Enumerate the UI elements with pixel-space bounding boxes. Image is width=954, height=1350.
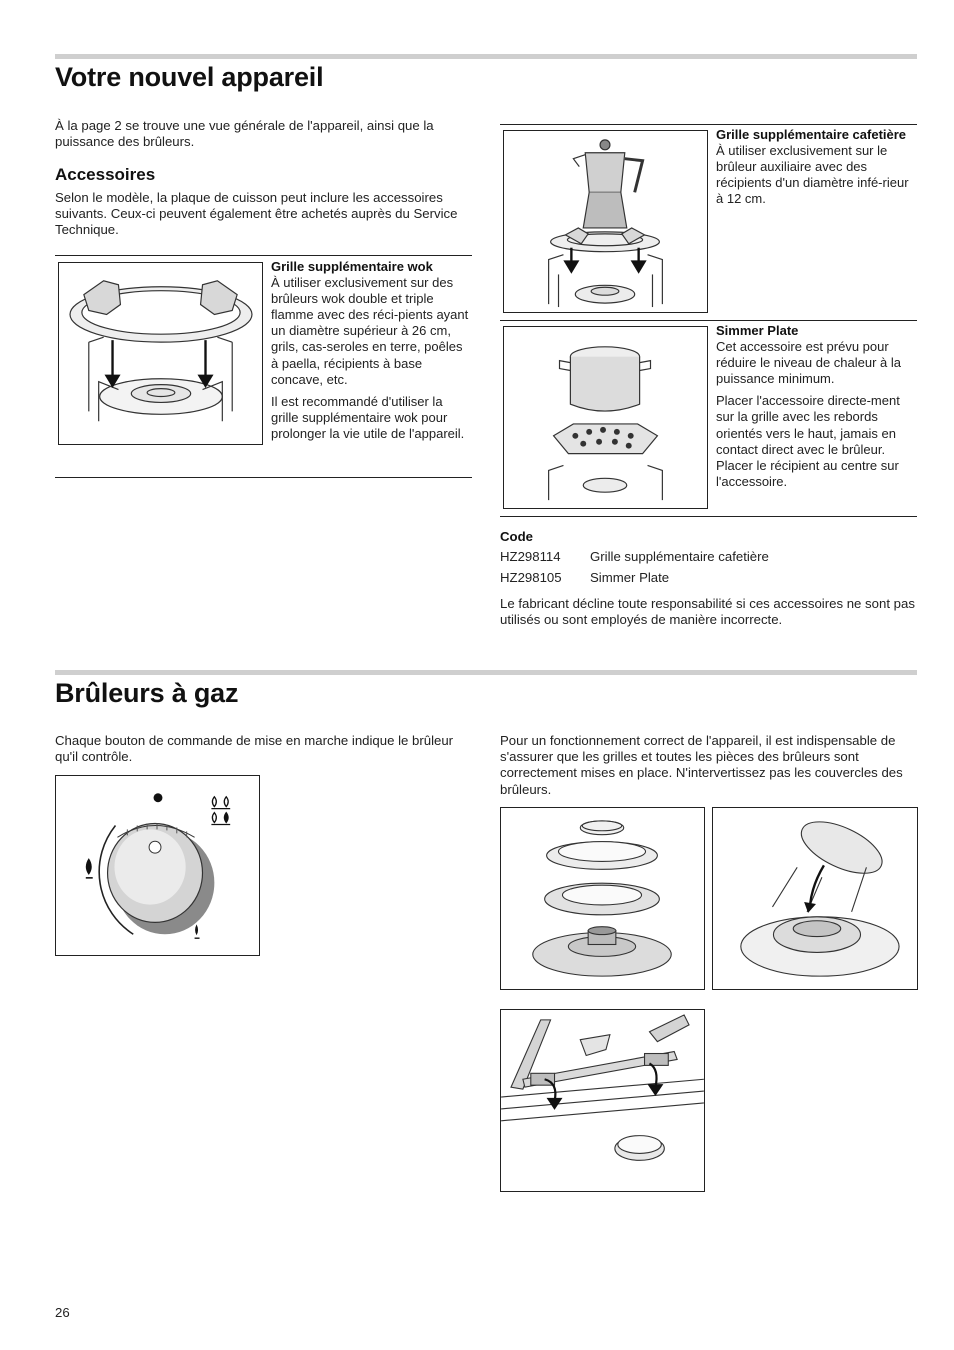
divider [500,320,917,321]
grate-illustration [500,1009,705,1192]
burner-parts-icon [501,808,704,989]
control-knob-icon [56,776,259,955]
simmer-plate-illustration [503,326,708,509]
simmer-text-2: Placer l'accessoire directe-ment sur la grille avec les rebords orientés vers le haut, jamais en contact direct avec le brûleur. Placer le récipient au centre sur l'accessoire. [716,393,900,489]
wok-ring-illustration [58,262,263,445]
table-row [500,570,917,586]
intro-text: À la page 2 se trouve une vue générale de l'appareil, ainsi que la puissance des brûleurs. [55,118,434,150]
cooking-pot-icon [504,327,707,508]
wok-ring-icon [59,263,262,444]
code-label: Simmer Plate [590,570,670,585]
section-title: Votre nouvel appareil [55,62,324,92]
accessories-heading: Accessoires [55,165,156,184]
code-label: Grille supplémentaire cafetière [590,549,769,564]
coffee-grille-illustration [503,130,708,313]
wok-text-2: Il est recommandé d'utiliser la grille supplémentaire wok pour prolonger la vie utile de l'appareil. [271,393,465,441]
cafetiere-caption [716,127,916,207]
control-knob-illustration [55,775,260,956]
disclaimer-text: Le fabricant décline toute responsabilité si ces accessoires ne sont pas utilisés ou sont employés de manière incorrecte. [500,596,915,628]
burner-cap-icon [713,808,917,989]
code-value: HZ298105 [500,570,562,585]
accessories-text: Selon le modèle, la plaque de cuisson peut inclure les accessoires suivants. Ceux-ci peuvent également être achetés auprès du Service Technique. [55,190,458,238]
section-bar [55,670,917,675]
wok-text-1: À utiliser exclusivement sur des brûleurs wok double et triple flamme avec des réci-pients ayant un diamètre supérieur à 26 cm, grils, cas-seroles en terre, poêles à paella, récipients à base concave, etc. [271,275,469,387]
simmer-caption [716,323,916,490]
section-title: Brûleurs à gaz [55,678,239,708]
knob-text: Chaque bouton de commande de mise en marche indique le brûleur qu'il contrôle. [55,733,454,765]
divider [55,477,472,478]
burner-parts-illustration [500,807,705,990]
grate-icon [501,1010,704,1191]
wok-title: Grille supplémentaire wok [271,259,433,274]
code-heading: Code [500,529,533,544]
cafetiere-text: À utiliser exclusivement sur le brûleur auxiliaire avec des récipients d'un diamètre infé-rieur à 12 cm. [716,143,909,207]
simmer-title: Simmer Plate [716,323,799,338]
code-value: HZ298114 [500,549,561,564]
table-row [500,549,917,565]
section-bar [55,54,917,59]
page-number: 26 [55,1305,70,1320]
coffee-pot-icon [504,131,707,312]
wok-caption [271,259,471,442]
simmer-text-1: Cet accessoire est prévu pour réduire le niveau de chaleur à la puissance minimum. [716,339,902,387]
burner-cap-illustration [712,807,918,990]
divider [500,124,917,125]
burner-text: Pour un fonctionnement correct de l'appareil, il est indispensable de s'assurer que les grilles et toutes les pièces des brûleurs sont correctement mises en place. N'intervertissez pas les couvercles des brûleurs. [500,733,903,797]
divider [500,516,917,517]
divider [55,255,472,256]
cafetiere-title: Grille supplémentaire cafetière [716,127,907,142]
